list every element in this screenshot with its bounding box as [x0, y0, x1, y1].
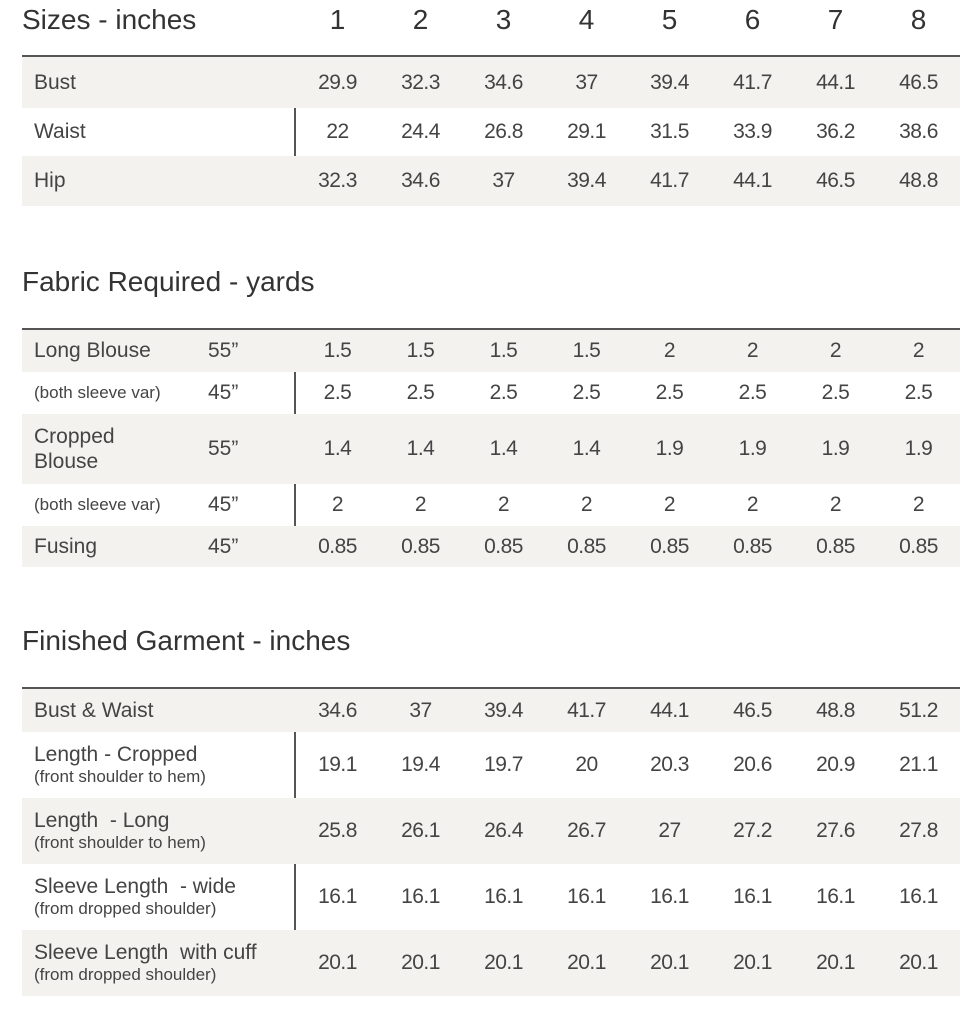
- table-cell: 46.5: [816, 169, 855, 192]
- table-cell: 27.6: [816, 819, 855, 842]
- table-cell: 16.1: [401, 885, 440, 908]
- table-cell: 41.7: [567, 698, 606, 722]
- row-label: Bust & Waist: [34, 698, 154, 722]
- table-cell: 2.5: [821, 381, 850, 404]
- table-cell: 29.9: [318, 70, 357, 94]
- size-col-4: 4: [578, 4, 595, 35]
- table-cell: 39.4: [484, 698, 523, 722]
- table-cell: 2: [912, 339, 925, 362]
- table-cell: 0.85: [401, 534, 440, 558]
- table-cell: 1.4: [323, 437, 352, 460]
- row-label: Bust: [34, 70, 77, 94]
- table-cell: 2.5: [406, 381, 435, 404]
- table-cell: 2: [663, 339, 676, 362]
- row-label: [34, 930, 257, 996]
- table-cell: 48.8: [816, 698, 855, 722]
- table-cell: 21.1: [899, 753, 938, 776]
- table-cell: 44.1: [816, 70, 855, 94]
- row-label: [34, 414, 115, 484]
- table-cell: 26.7: [567, 819, 606, 842]
- finished-title: Finished Garment - inches: [22, 625, 351, 656]
- table-row: [22, 330, 960, 372]
- table-cell: 20.3: [650, 753, 689, 776]
- table-cell: 46.5: [733, 698, 772, 722]
- row-label-main: Sleeve Length with cuff: [34, 941, 257, 965]
- size-col-6: 6: [744, 4, 761, 35]
- table-cell: 32.3: [401, 70, 440, 94]
- row-label-line2: Blouse: [34, 450, 99, 473]
- table-cell: 0.85: [816, 534, 855, 558]
- table-cell: 22: [326, 120, 349, 143]
- table-cell: 2.5: [323, 381, 352, 404]
- table-cell: 37: [409, 698, 432, 722]
- table-cell: 0.85: [650, 534, 689, 558]
- table-row: [22, 930, 960, 996]
- table-cell: 20.1: [484, 951, 523, 974]
- table-cell: 2: [580, 493, 593, 516]
- row-label: Waist: [34, 120, 86, 144]
- table-cell: 2.5: [489, 381, 518, 404]
- row-label: (both sleeve var): [34, 494, 161, 514]
- table-cell: 34.6: [401, 169, 440, 192]
- table-cell: 20.1: [401, 951, 440, 974]
- table-cell: 2: [663, 493, 676, 516]
- table-cell: 16.1: [650, 885, 689, 908]
- size-col-5: 5: [661, 4, 678, 35]
- fabric-width: 45”: [208, 381, 239, 404]
- table-cell: 2: [746, 493, 759, 516]
- table-row: [22, 526, 960, 567]
- row-label-line1: Cropped: [34, 424, 115, 448]
- fabric-width: 55”: [208, 339, 239, 362]
- table-cell: 33.9: [733, 120, 772, 143]
- table-cell: 0.85: [899, 534, 938, 558]
- table-cell: 1.5: [406, 339, 435, 362]
- table-cell: 1.9: [821, 437, 850, 460]
- size-col-1: 1: [329, 4, 346, 35]
- row-label-sub: (front shoulder to hem): [34, 833, 206, 853]
- row-label-sub: (front shoulder to hem): [34, 767, 206, 787]
- table-cell: 51.2: [899, 698, 938, 722]
- table-cell: 1.9: [738, 437, 767, 460]
- table-cell: 16.1: [318, 885, 357, 908]
- table-cell: 20.1: [567, 951, 606, 974]
- table-cell: 27.8: [899, 819, 938, 842]
- table-cell: 2: [746, 339, 759, 362]
- table-cell: 27: [658, 819, 681, 842]
- sizes-title: Sizes - inches: [22, 4, 197, 35]
- table-cell: 34.6: [484, 70, 523, 94]
- table-cell: 2: [497, 493, 510, 516]
- table-cell: 27.2: [733, 819, 772, 842]
- table-cell: 34.6: [318, 698, 357, 722]
- table-cell: 1.5: [323, 339, 352, 362]
- size-col-8: 8: [910, 4, 927, 35]
- table-cell: 24.4: [401, 120, 440, 143]
- table-row: [22, 484, 960, 526]
- table-cell: 20.1: [650, 951, 689, 974]
- table-cell: 0.85: [318, 534, 357, 558]
- row-label-main: Length - Long: [34, 809, 170, 833]
- table-cell: 41.7: [733, 70, 772, 94]
- table-cell: 39.4: [650, 70, 689, 94]
- table-cell: 39.4: [567, 169, 606, 192]
- table-row: [22, 864, 960, 930]
- table-cell: 48.8: [899, 169, 938, 192]
- table-row: [22, 57, 960, 108]
- table-cell: 2: [829, 339, 842, 362]
- table-cell: 32.3: [318, 169, 357, 192]
- row-label: [34, 864, 236, 930]
- table-cell: 26.1: [401, 819, 440, 842]
- table-cell: 16.1: [816, 885, 855, 908]
- table-cell: 2.5: [738, 381, 767, 404]
- table-cell: 20.1: [733, 951, 772, 974]
- table-cell: 46.5: [899, 70, 938, 94]
- row-label: [34, 732, 206, 798]
- size-col-7: 7: [827, 4, 844, 35]
- size-col-2: 2: [412, 4, 429, 35]
- table-cell: 19.7: [484, 753, 523, 776]
- row-label-sub: (from dropped shoulder): [34, 899, 217, 919]
- table-row: [22, 798, 960, 864]
- table-cell: 2.5: [655, 381, 684, 404]
- table-cell: 1.4: [572, 437, 601, 460]
- row-label: (both sleeve var): [34, 382, 161, 402]
- table-row: [22, 372, 960, 414]
- table-cell: 2: [331, 493, 344, 516]
- row-label: Long Blouse: [34, 339, 151, 363]
- row-label: Fusing: [34, 534, 98, 558]
- table-cell: 26.4: [484, 819, 523, 842]
- sizes-header-row: [22, 4, 960, 48]
- table-cell: 37: [492, 169, 515, 192]
- fabric-width: 45”: [208, 534, 239, 558]
- table-cell: 2: [829, 493, 842, 516]
- row-label-main: Length - Cropped: [34, 743, 198, 767]
- fabric-title: Fabric Required - yards: [22, 266, 315, 297]
- table-cell: 2: [912, 493, 925, 516]
- row-label: Hip: [34, 169, 66, 193]
- table-cell: 16.1: [899, 885, 938, 908]
- table-row: [22, 732, 960, 798]
- row-label-main: Sleeve Length - wide: [34, 875, 236, 899]
- fabric-width: 45”: [208, 493, 239, 516]
- table-cell: 41.7: [650, 169, 689, 192]
- table-cell: 2: [414, 493, 427, 516]
- table-cell: 20.1: [899, 951, 938, 974]
- table-cell: 36.2: [816, 120, 855, 143]
- table-cell: 25.8: [318, 819, 357, 842]
- table-row: [22, 414, 960, 484]
- table-cell: 1.9: [655, 437, 684, 460]
- table-cell: 26.8: [484, 120, 523, 143]
- table-cell: 1.4: [406, 437, 435, 460]
- table-cell: 20.1: [318, 951, 357, 974]
- table-cell: 16.1: [484, 885, 523, 908]
- table-cell: 20.6: [733, 753, 772, 776]
- table-cell: 16.1: [567, 885, 606, 908]
- table-cell: 31.5: [650, 120, 689, 143]
- table-cell: 1.9: [904, 437, 933, 460]
- table-row: [22, 689, 960, 732]
- table-cell: 19.4: [401, 753, 440, 776]
- table-cell: 1.4: [489, 437, 518, 460]
- table-cell: 0.85: [567, 534, 606, 558]
- table-cell: 29.1: [567, 120, 606, 143]
- table-cell: 1.5: [572, 339, 601, 362]
- table-cell: 16.1: [733, 885, 772, 908]
- table-cell: 2.5: [904, 381, 933, 404]
- table-row: [22, 108, 960, 156]
- table-cell: 37: [575, 70, 598, 94]
- row-label: [34, 798, 206, 864]
- table-cell: 19.1: [318, 753, 357, 776]
- table-cell: 1.5: [489, 339, 518, 362]
- table-cell: 0.85: [733, 534, 772, 558]
- size-col-3: 3: [495, 4, 512, 35]
- table-cell: 2.5: [572, 381, 601, 404]
- table-cell: 20.1: [816, 951, 855, 974]
- table-cell: 0.85: [484, 534, 523, 558]
- table-row: [22, 156, 960, 206]
- table-cell: 44.1: [733, 169, 772, 192]
- table-cell: 44.1: [650, 698, 689, 722]
- table-cell: 20: [575, 753, 598, 776]
- fabric-width: 55”: [208, 437, 239, 460]
- table-cell: 38.6: [899, 120, 938, 143]
- row-label-sub: (from dropped shoulder): [34, 965, 217, 985]
- table-cell: 20.9: [816, 753, 855, 776]
